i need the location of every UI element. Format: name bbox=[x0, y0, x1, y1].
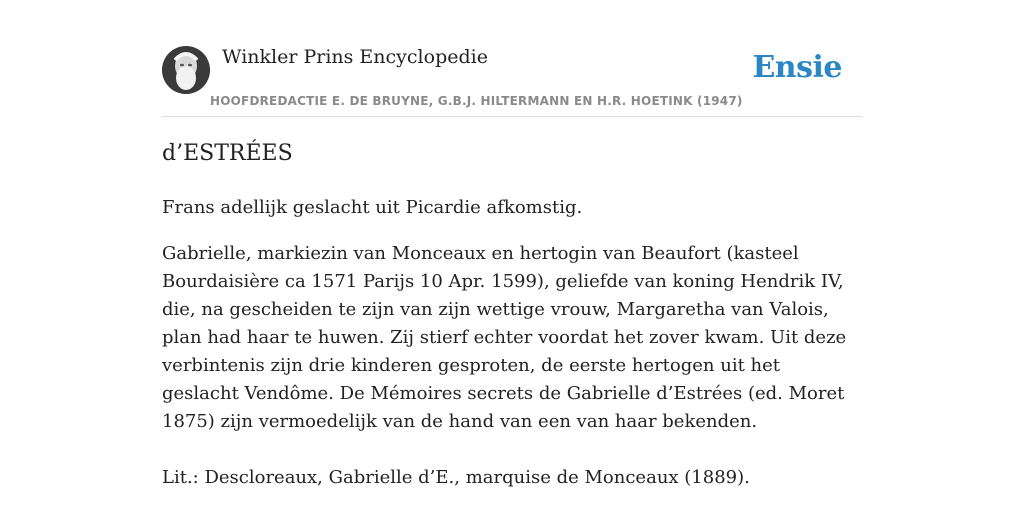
article bbox=[162, 138, 862, 510]
editors-line: HOOFDREDACTIE E. DE BRUYNE, G.B.J. HILTERMANN EN H.R. HOETINK (1947) bbox=[210, 94, 743, 108]
site-header bbox=[162, 40, 862, 117]
page-title: d’ESTRÉES bbox=[162, 141, 293, 166]
literature-reference: Lit.: Descloreaux, Gabrielle d’E., marquise de Monceaux (1889). bbox=[162, 467, 750, 488]
brand-logo[interactable]: Ensie bbox=[752, 50, 842, 85]
portrait-icon bbox=[162, 46, 210, 94]
avatar[interactable] bbox=[162, 46, 210, 94]
paragraph-intro: Frans adellijk geslacht uit Picardie afkomstig. bbox=[162, 197, 583, 218]
paragraph-gabrielle: Gabrielle, markiezin van Monceaux en hertogin van Beaufort (kasteel Bourdaisière ca 1571 Parijs 10 Apr. 1599), geliefde van koning Hendrik IV, die, na gescheiden te zijn van zijn wettige vrouw, Margaretha van Valois, plan had haar te huwen. Zij stierf echter voordat het zover kwam. Uit deze verbintenis zijn drie kinderen gesproten, de eerste hertogen uit het geslacht Vendôme. De Mémoires secrets de Gabrielle d’Estrées (ed. Moret 1875) zijn vermoedelijk van de hand van een van haar bekenden. bbox=[162, 243, 847, 432]
site-title[interactable]: Winkler Prins Encyclopedie bbox=[222, 46, 488, 68]
